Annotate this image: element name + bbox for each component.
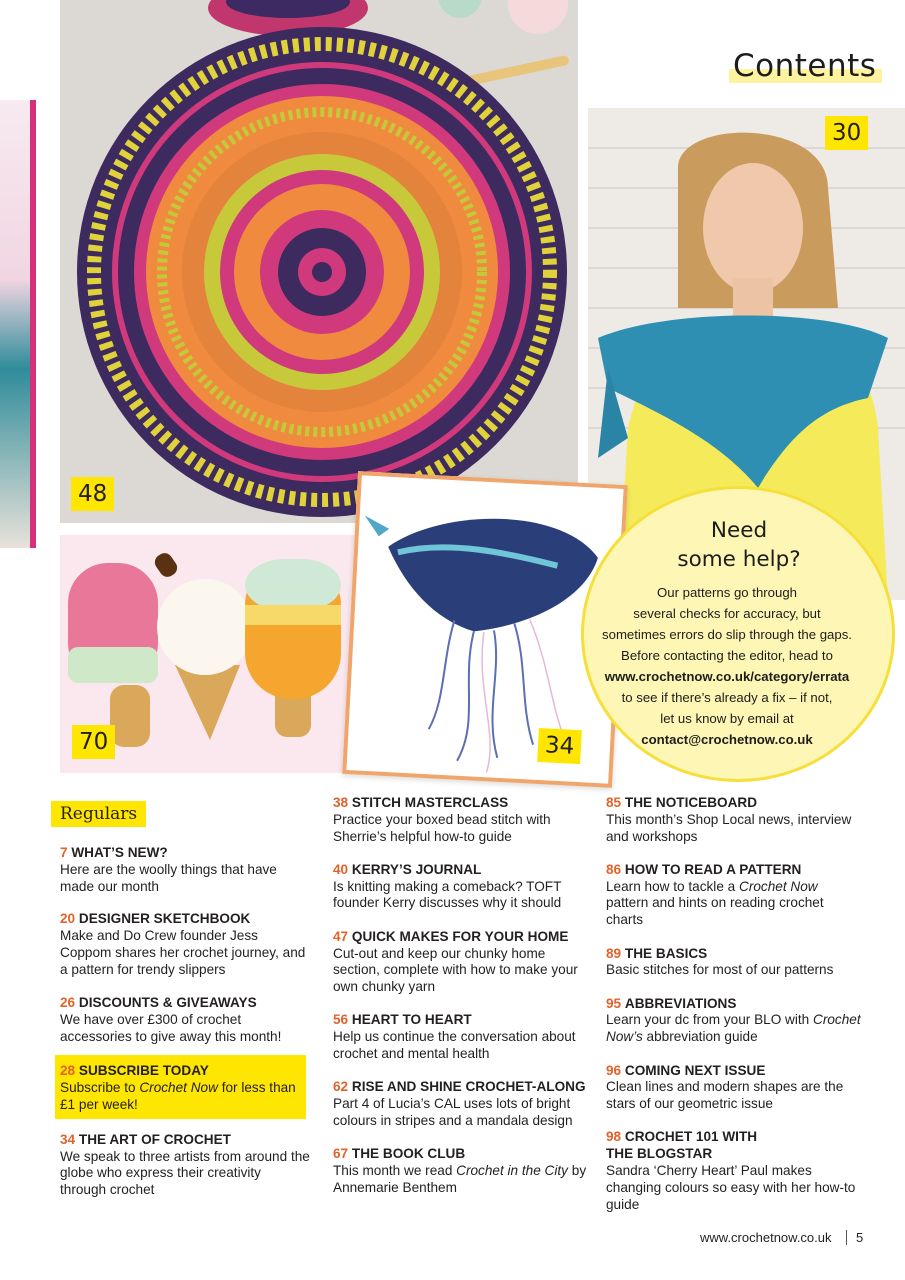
help-line: sometimes errors do slip through the gaps. (602, 627, 852, 642)
entry-description: Part 4 of Lucia’s CAL uses lots of bright colours in stripes and a mandala design (333, 1096, 573, 1128)
page-badge-whale: 34 (537, 728, 582, 764)
entry-title: STITCH MASTERCLASS (351, 795, 509, 810)
contents-entry[interactable] (60, 1132, 310, 1199)
contents-entry[interactable] (333, 929, 593, 996)
entry-page-number: 56 (333, 1012, 349, 1028)
help-line: Before contacting the editor, head to (621, 648, 833, 663)
entry-title: ABBREVIATIONS (624, 995, 737, 1011)
help-heading (626, 516, 852, 574)
help-line: Our patterns go through (656, 585, 798, 600)
entry-description: Learn your dc from your BLO with Crochet Now’s abbreviation guide (606, 1012, 861, 1045)
contents-column-1 (60, 845, 310, 1216)
mandala-rug-illustration (60, 0, 578, 523)
page-badge-rug: 48 (71, 477, 114, 511)
entry-title: KERRY’S JOURNAL (351, 861, 482, 877)
entry-page-number: 47 (333, 928, 349, 944)
entry-title: THE NOTICEBOARD (624, 795, 758, 810)
entry-title: SUBSCRIBE TODAY (78, 1063, 209, 1079)
entry-page-number: 7 (60, 845, 68, 860)
errata-link[interactable]: www.crochetnow.co.uk/category/errata (604, 669, 850, 684)
contents-entry[interactable] (606, 996, 862, 1046)
regulars-label: Regulars (51, 801, 146, 827)
help-line: let us know by email at (660, 711, 794, 726)
help-heading-line2: some help? (677, 547, 801, 572)
entry-page-number: 38 (333, 795, 349, 810)
entry-description: Is knitting making a comeback? TOFT founder Kerry discusses why it should (333, 878, 562, 911)
entry-description: We speak to three artists from around the globe who express their creativity through crochet (60, 1148, 310, 1198)
contents-entry[interactable] (333, 795, 593, 845)
footer-website[interactable]: www.crochetnow.co.uk (700, 1230, 832, 1245)
entry-description: We have over £300 of crochet accessories to give away this month! (60, 1011, 282, 1044)
entry-page-number: 28 (60, 1063, 76, 1079)
help-heading-line1: Need (710, 518, 768, 543)
entry-title: DISCOUNTS & GIVEAWAYS (78, 995, 257, 1011)
entry-description: Make and Do Crew founder Jess Coppom shares her crochet journey, and a pattern for trendy slippers (60, 928, 306, 977)
contents-entry[interactable] (333, 1012, 593, 1062)
entry-page-number: 67 (333, 1146, 349, 1162)
entry-description: Learn how to tackle a Crochet Now pattern and hints on reading crochet charts (606, 878, 824, 928)
entry-description: Practice your boxed bead stitch with Sherrie’s helpful how-to guide (333, 811, 551, 844)
entry-page-number: 98 (606, 1129, 622, 1145)
contents-title: Contents (733, 48, 877, 84)
page-badge-toys: 70 (72, 725, 115, 759)
entry-page-number: 40 (333, 861, 349, 877)
contents-column-2 (333, 795, 593, 1213)
entry-title: COMING NEXT ISSUE (624, 1062, 766, 1078)
contents-entry[interactable] (606, 795, 862, 845)
ice-cream-toys-photo (60, 535, 356, 773)
entry-title: HOW TO READ A PATTERN (624, 861, 802, 877)
entry-description: Help us continue the conversation about crochet and mental health (333, 1029, 576, 1062)
entry-page-number: 62 (333, 1079, 349, 1095)
subscribe-entry[interactable] (60, 1063, 310, 1113)
footer-divider (846, 1230, 847, 1245)
entry-title: THE ART OF CROCHET (78, 1131, 231, 1147)
entry-description: This month’s Shop Local news, interview and workshops (606, 811, 852, 844)
contents-entry[interactable] (333, 1146, 593, 1196)
contents-entry[interactable] (606, 1063, 862, 1113)
entry-page-number: 20 (60, 911, 76, 927)
page-number: 5 (856, 1230, 864, 1245)
contents-entry[interactable] (60, 911, 310, 978)
entry-description: Here are the woolly things that have made our month (60, 861, 277, 894)
help-line: to see if there’s already a fix – if not, (621, 690, 833, 705)
entry-page-number: 34 (60, 1131, 76, 1147)
entry-page-number: 85 (606, 795, 622, 810)
entry-description: Basic stitches for most of our patterns (606, 962, 834, 978)
entry-description: Subscribe to Crochet Now for less than £1 per week! (60, 1080, 296, 1113)
entry-title: THE BOOK CLUB (351, 1146, 466, 1162)
mandala-rug-photo (60, 0, 578, 523)
entry-title: THE BASICS (624, 945, 708, 961)
entry-description: This month we read Crochet in the City by Annemarie Benthem (333, 1163, 587, 1195)
contents-entry[interactable] (606, 862, 862, 929)
entry-page-number: 95 (606, 995, 622, 1011)
contents-entry[interactable] (60, 995, 310, 1045)
edge-photo (0, 100, 36, 548)
entry-description: Clean lines and modern shapes are the stars of our geometric issue (606, 1079, 844, 1112)
entry-title: RISE AND SHINE CROCHET-ALONG (351, 1079, 586, 1095)
contents-entry[interactable] (60, 845, 310, 895)
entry-title: WHAT’S NEW? (71, 845, 168, 860)
entry-description: Cut-out and keep our chunky home section, complete with how to make your own chunky yarn (333, 945, 578, 995)
help-line: several checks for accuracy, but (633, 606, 821, 621)
entry-page-number: 89 (606, 945, 622, 961)
contents-entry[interactable] (606, 1129, 862, 1213)
entry-page-number: 86 (606, 861, 622, 877)
entry-title: DESIGNER SKETCHBOOK (78, 911, 251, 927)
page-badge-model: 30 (825, 116, 868, 150)
entry-page-number: 26 (60, 995, 76, 1011)
entry-title: HEART TO HEART (351, 1012, 472, 1028)
entry-title: CROCHET 101 WITH THE BLOGSTAR (606, 1129, 758, 1162)
contents-entry[interactable] (333, 1079, 593, 1129)
contact-email-link[interactable]: contact@crochetnow.co.uk (641, 732, 813, 747)
entry-description: Sandra ‘Cherry Heart’ Paul makes changing colours so easy with her how-to guide (606, 1163, 856, 1212)
contents-entry[interactable] (333, 862, 593, 912)
contents-column-3 (606, 795, 862, 1230)
help-body (590, 582, 864, 750)
contents-entry[interactable] (606, 946, 862, 980)
entry-title: QUICK MAKES FOR YOUR HOME (351, 928, 569, 944)
entry-page-number: 96 (606, 1062, 622, 1078)
